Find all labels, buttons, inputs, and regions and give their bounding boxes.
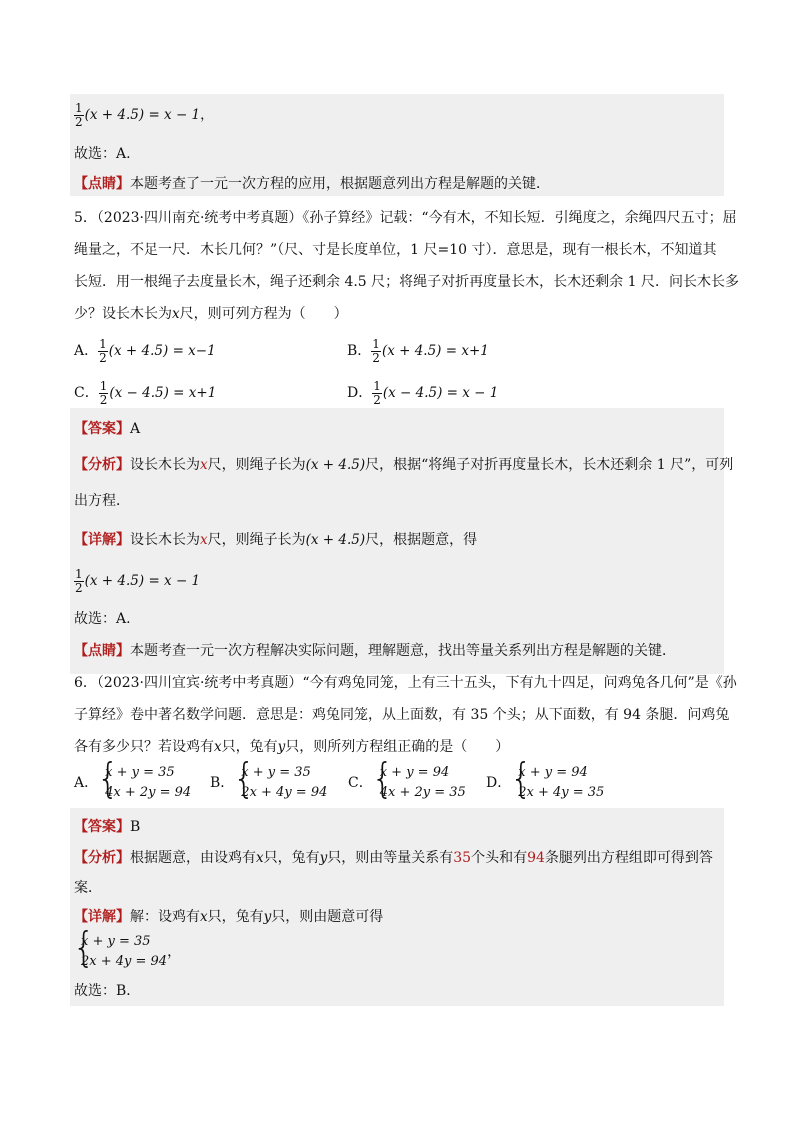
analysis-variable-y: y — [319, 850, 328, 866]
detail-variable-y: y — [263, 909, 272, 925]
q5-line-1: 5．（2023·四川南充·统考中考真题）《孙子算经》记载：“今有木，不知长短．引绳度之，余绳四尺五寸；屈 — [74, 210, 737, 226]
option-expression: (x − 4.5) = x+1 — [109, 385, 217, 401]
option-label: D． — [486, 775, 512, 791]
note-text: 本题考查了一元一次方程的应用，根据题意列出方程是解题的关键． — [130, 176, 550, 192]
q5-option-b[interactable] — [347, 338, 627, 365]
q5-detail — [74, 529, 720, 551]
option-expression: (x + 4.5) = x−1 — [108, 343, 216, 359]
analysis-text: 只，则由等量关系有 — [327, 850, 454, 866]
analysis-number: 35 — [453, 850, 472, 866]
top-choice: 故选：A. — [74, 146, 131, 162]
system-row: x + y = 35 — [81, 934, 151, 949]
analysis-text: 尺，则绳子长为 — [207, 457, 306, 473]
q5-answer — [74, 418, 720, 440]
system-row: 2x + 4y = 35 — [518, 785, 605, 800]
detail-expression: (x + 4.5) — [305, 532, 366, 548]
option-label: B． — [347, 343, 372, 359]
detail-text: 尺，根据题意，得 — [365, 532, 478, 548]
q5-option-c[interactable] — [74, 380, 354, 407]
frac-numerator: 1 — [99, 337, 107, 351]
equation-expression: (x + 4.5) = x − 1 — [84, 573, 201, 589]
option-label: B． — [210, 775, 235, 791]
brace-icon: { — [97, 755, 119, 803]
option-label: C． — [348, 775, 373, 791]
analysis-variable: x — [200, 457, 208, 473]
answer-tag: 【答案】 — [74, 421, 130, 437]
frac-denominator: 2 — [372, 351, 380, 365]
system-tail: ， — [167, 944, 182, 960]
detail-text: 解：设鸡有 — [130, 909, 200, 925]
q5-note — [74, 640, 720, 662]
frac-denominator: 2 — [75, 115, 83, 129]
q6-answer — [74, 816, 720, 838]
q5-detail-equation — [74, 568, 720, 595]
system-row: 4x + 2y = 35 — [379, 785, 466, 800]
option-expression: (x − 4.5) = x − 1 — [382, 385, 499, 401]
q5-option-d[interactable] — [347, 380, 627, 407]
q5-line-3: 长短．用一根绳子去度量长木，绳子还剩余 4.5 尺；将绳子对折再度量长木，长木还剩余 1 尺．问长木长多 — [74, 274, 739, 290]
analysis-text: 尺，根据“将绳子对折再度量长木，长木还剩余 1 尺”，可列 — [365, 457, 734, 473]
q5-analysis-line-1 — [74, 454, 734, 476]
q6-line-2: 子算经》卷中著名数学问题．意思是：鸡兔同笼，从上面数，有 35 个头；从下面数，有 94 条腿．问鸡兔 — [74, 707, 730, 723]
analysis-variable-x: x — [256, 850, 264, 866]
q5-text: 尺，则可列方程为（ ） — [179, 306, 348, 322]
q5-variable: x — [172, 306, 180, 322]
q5-choice: 故选：A. — [74, 611, 131, 627]
frac-denominator: 2 — [99, 393, 108, 407]
analysis-text: 根据题意，由设鸡有 — [130, 850, 256, 866]
analysis-tag: 【分析】 — [74, 850, 130, 866]
answer-value: B — [130, 819, 141, 835]
frac-numerator: 1 — [99, 379, 108, 393]
option-label: A． — [74, 775, 99, 791]
note-tag: 【点睛】 — [74, 176, 130, 192]
system-row: 2x + 4y = 94 — [241, 785, 328, 800]
analysis-number: 94 — [527, 850, 545, 866]
q6-detail — [74, 906, 720, 928]
detail-variable: x — [200, 532, 208, 548]
system-row: x + y = 35 — [105, 765, 175, 780]
option-expression: (x + 4.5) = x+1 — [381, 343, 489, 359]
q6-option-a[interactable] — [74, 755, 224, 804]
detail-text: 尺，则绳子长为 — [207, 532, 306, 548]
top-note — [74, 173, 720, 195]
analysis-text: 设长木长为 — [130, 457, 200, 473]
q6-text: 只，则所列方程组正确的是（ ） — [285, 739, 510, 755]
top-equation — [74, 102, 720, 129]
detail-variable-x: x — [200, 909, 208, 925]
q6-option-d[interactable] — [486, 755, 636, 804]
system-row: x + y = 94 — [379, 765, 450, 780]
brace-icon: { — [73, 924, 95, 972]
q6-choice: 故选：B． — [74, 983, 141, 999]
q5-text: 少？设长木长为 — [74, 306, 172, 322]
q6-detail-system — [73, 924, 720, 972]
frac-numerator: 1 — [75, 567, 83, 581]
detail-text: 只，则由题意可得 — [271, 909, 384, 925]
answer-tag: 【答案】 — [74, 819, 130, 835]
q6-variable-x: x — [214, 739, 222, 755]
system-row: x + y = 94 — [518, 765, 588, 780]
detail-text: 只，兔有 — [207, 909, 264, 925]
q6-analysis-line-1 — [74, 847, 720, 869]
q6-variable-y: y — [277, 739, 286, 755]
brace-icon: { — [371, 755, 394, 803]
detail-tag: 【详解】 — [74, 909, 130, 925]
frac-denominator: 2 — [99, 351, 107, 365]
q6-option-c[interactable] — [348, 755, 488, 804]
frac-denominator: 2 — [373, 393, 381, 407]
q6-text: 各有多少只？若设鸡有 — [74, 739, 214, 755]
detail-text: 设长木长为 — [130, 532, 200, 548]
analysis-expression: (x + 4.5) — [305, 457, 366, 473]
system-row: 4x + 2y = 94 — [105, 785, 192, 800]
q6-analysis-line-2: 案． — [74, 880, 102, 896]
system-row: 2x + 4y = 94 — [81, 954, 168, 969]
frac-denominator: 2 — [75, 581, 83, 595]
brace-icon: { — [510, 755, 532, 803]
frac-numerator: 1 — [75, 101, 83, 115]
analysis-text: 个头和有 — [471, 850, 528, 866]
q5-line-4 — [74, 303, 720, 325]
brace-icon: { — [233, 755, 255, 803]
option-label: A． — [74, 343, 99, 359]
q5-line-2: 绳量之，不足一尺．木长几何？”（尺、寸是长度单位，1 尺=10 寸）．意思是，现有一根长木，不知道其 — [74, 242, 717, 258]
frac-numerator: 1 — [372, 337, 380, 351]
note-tag: 【点睛】 — [74, 643, 130, 659]
analysis-tag: 【分析】 — [74, 457, 130, 473]
q5-option-a[interactable] — [74, 338, 354, 365]
q6-text: 只，兔有 — [221, 739, 278, 755]
detail-tag: 【详解】 — [74, 532, 130, 548]
q6-line-1: 6．（2023·四川宜宾·统考中考真题）“今有鸡兔同笼，上有三十五头，下有九十四足，问鸡兔各几何”是《孙 — [74, 675, 737, 691]
system-row: x + y = 35 — [241, 765, 311, 780]
q5-analysis-line-2: 出方程． — [74, 493, 130, 509]
option-label: D． — [347, 385, 373, 401]
note-text: 本题考查一元一次方程解决实际问题，理解题意，找出等量关系列出方程是解题的关键． — [130, 643, 676, 659]
answer-value: A — [130, 421, 141, 437]
frac-numerator: 1 — [373, 379, 381, 393]
q6-option-b[interactable] — [210, 755, 350, 804]
equation-tail: ， — [200, 107, 214, 123]
analysis-text: 条腿列出方程组即可得到答 — [544, 850, 713, 866]
equation-expression: (x + 4.5) = x − 1 — [84, 107, 201, 123]
q6-line-3 — [74, 736, 720, 758]
analysis-text: 只，兔有 — [263, 850, 320, 866]
option-label: C． — [74, 385, 99, 401]
